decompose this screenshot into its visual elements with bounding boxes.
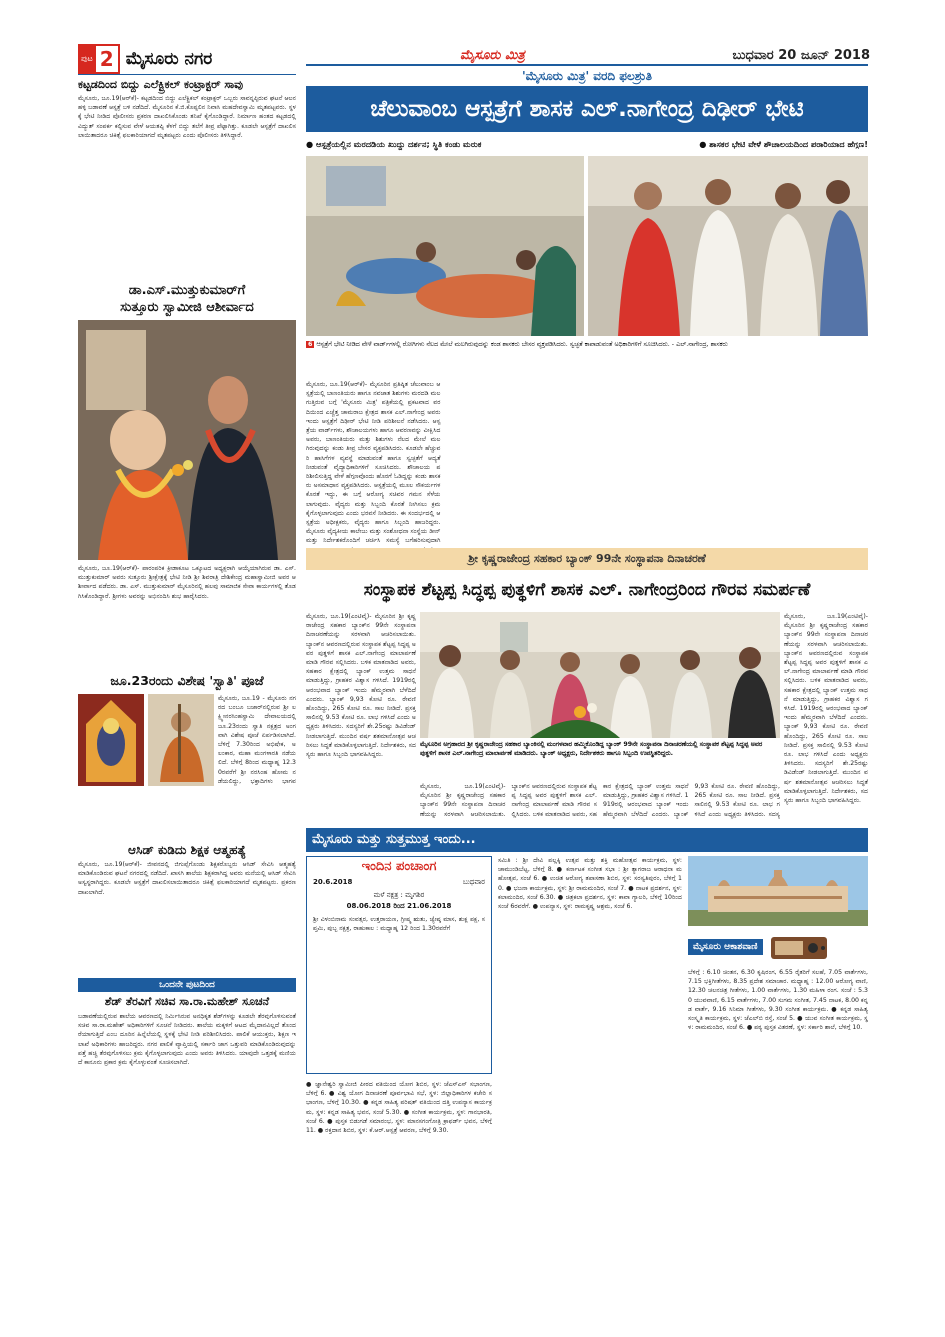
story-body: ಮೈಸೂರು, ಜೂ.19 - ಮೈಸೂರು ನಗರದ ಬಂಬೂ ಬಜಾರ್‌ನಲ್ಲಿರುವ ಶ್ರೀ ಲಕ್ಷ್ಮೀನರಸಿಂಹಸ್ವಾಮಿ ದೇವಾಲಯದಲ್ಲಿ ಜೂ.23ರಂದು ಸ್ವಾತಿ ನಕ್ಷತ್ರದ ಅಂಗವಾಗಿ ವಿಶೇಷ ಪೂಜೆ ಏರ್ಪಡಿಸಲಾಗಿದೆ. ಬೆಳಿಗ್ಗೆ 7.30ರಿಂದ ಅಭಿಷೇಕ, ಅಲಂಕಾರ, ಮಹಾ ಮಂಗಳಾರತಿ ನಡೆಯಲಿದೆ. ಬೆಳಿಗ್ಗೆ 8ರಿಂದ ಮಧ್ಯಾಹ್ನ 12.30ರವರೆಗೆ ಶ್ರೀ ನರಸಿಂಹ ಹೋಮ ನಡೆಯಲಿದ್ದು, ಭಕ್ತಾದಿಗಳು ಭಾಗವ — [218, 695, 296, 785]
panchanga-line-2: 08.06.2018 ರಿಂದ 21.06.2018 — [346, 902, 452, 910]
left-story-muttukumar — [78, 282, 296, 664]
story-body: ಬಡಾವಣೆಯಲ್ಲಿರುವ ಶಾಲೆಯ ಆವರಣದಲ್ಲಿ ನಿರ್ಮಿಸಿರುವ ಅನಧಿಕೃತ ಶೆಡ್‌ಗಳನ್ನು ಕೂಡಲೇ ತೆರವುಗೊಳಿಸುವಂತೆ ಸಚಿವ ಸಾ.ರಾ.ಮಹೇಶ್ ಅಧಿಕಾರಿಗಳಿಗೆ ಸೂಚನೆ ನೀಡಿದರು. ಶಾಲೆಯ ಮಕ್ಕಳಿಗೆ ಆಟದ ಮೈದಾನವಿಲ್ಲದೆ ತೊಂದರೆಯಾಗುತ್ತಿದೆ ಎಂಬ ದೂರಿನ ಹಿನ್ನೆಲೆಯಲ್ಲಿ ಸ್ಥಳಕ್ಕೆ ಭೇಟಿ ನೀಡಿ ಪರಿಶೀಲಿಸಿದರು. ಪಾಲಿಕೆ ಆಯುಕ್ತರು, ಶಿಕ್ಷಣ ಇಲಾಖೆ ಅಧಿಕಾರಿಗಳು ಹಾಜರಿದ್ದರು. ನಗರ ಪಾಲಿಕೆ ವ್ಯಾಪ್ತಿಯಲ್ಲಿ ಸರ್ಕಾರಿ ಜಾಗ ಒತ್ತುವರಿ ಮಾಡಿಕೊಂಡಿರುವುದನ್ನು ಪತ್ತೆ ಹಚ್ಚಿ ತೆರವುಗೊಳಿಸಲು ಕ್ರಮ ಕೈಗೊಳ್ಳಲಾಗುವುದು ಎಂದು ಅವರು ತಿಳಿಸಿದರು. ಯಾವುದೇ ಒತ್ತಡಕ್ಕೆ ಮಣಿಯದೆ ಕಾನೂನು ಪ್ರಕಾರ ಕ್ರಮ ಕೈಗೊಳ್ಳುವಂತೆ ಸೂಚಿಸಲಾಗಿದೆ. — [78, 1013, 296, 1067]
radio-title: ಮೈಸೂರು ಆಕಾಶವಾಣಿ — [688, 939, 763, 955]
masthead-rule-left — [78, 74, 296, 75]
bank-photo-caption: ಮೈಸೂರಿನ ಅಗ್ರಹಾರದ ಶ್ರೀ ಕೃಷ್ಣರಾಜೇಂದ್ರ ಸಹಕಾರ ಬ್ಯಾಂಕಿನಲ್ಲಿ ಮಂಗಳವಾರ ಹಮ್ಮಿಕೊಂಡಿದ್ದ ಬ್ಯಾಂಕ್ 99ನೇ ಸಂಸ್ಥಾಪನಾ ದಿನಾಚರಣೆಯಲ್ಲಿ ಸಂಸ್ಥಾಪಕ ಶೆಟ್ಟಪ್ಪ ಸಿದ್ಧಪ್ಪ ಅವರ ಪುತ್ಥಳಿಗೆ ಶಾಸಕ ಎಲ್.ನಾಗೇಂದ್ರ ಮಾಲಾರ್ಪಣೆ ಮಾಡಿದರು. ಬ್ಯಾಂಕ್ ಅಧ್ಯಕ್ಷರು, ನಿರ್ದೇಶಕರು ಹಾಗೂ ಸಿಬ್ಬಂದಿ ಉಪಸ್ಥಿತರಿದ್ದರು. — [420, 741, 763, 758]
story-body: ಮೈಸೂರು, ಜೂ.19(ಎಂಟಿವೈ)- ಮೈಸೂರಿನ ಶ್ರೀ ಕೃಷ್ಣರಾಜೇಂದ್ರ ಸಹಕಾರ ಬ್ಯಾಂಕ್‌ನ 99ನೇ ಸಂಸ್ಥಾಪನಾ ದಿನಾಚರಣೆಯನ್ನು ಸರಳವಾಗಿ ಆಚರಿಸಲಾಯಿತು. ಬ್ಯಾಂಕ್‌ನ ಆವರಣದಲ್ಲಿರುವ ಸಂಸ್ಥಾಪಕ ಶೆಟ್ಟಪ್ಪ ಸಿದ್ಧಪ್ಪ ಅವರ ಪುತ್ಥಳಿಗೆ ಶಾಸಕ ಎಲ್.ನಾಗೇಂದ್ರ ಮಾಲಾರ್ಪಣೆ ಮಾಡಿ ಗೌರವ ಸಲ್ಲಿಸಿದರು. ಬಳಿಕ ಮಾತನಾಡಿದ ಅವರು, ಸಹಕಾರ ಕ್ಷೇತ್ರದಲ್ಲಿ ಬ್ಯಾಂಕ್ ಉತ್ತಮ ಸಾಧನೆ ಮಾಡುತ್ತಿದ್ದು, ಗ್ರಾಹಕರ ವಿಶ್ವಾಸ ಗಳಿಸಿದೆ. 1919ರಲ್ಲಿ ಆರಂಭವಾದ ಬ್ಯಾಂಕ್ ಇಂದು ಹೆಮ್ಮರವಾಗಿ ಬೆಳೆದಿದೆ ಎಂದರು. ಬ್ಯಾಂಕ್ 9,93 ಕೋಟಿ ರೂ. ಠೇವಣಿ ಹೊಂದಿದ್ದು, 265 ಕೋಟಿ ರೂ. ಸಾಲ ನೀಡಿದೆ. ಪ್ರಸಕ್ತ ಸಾಲಿನಲ್ಲಿ 9.53 ಕೋಟಿ ರೂ. ಲಾಭ ಗಳಿಸಿದೆ ಎಂದು ಅಧ್ಯಕ್ಷರು ತಿಳಿಸಿದರು. ಸದಸ್ಯರಿಗೆ ಶೇ.25ರಷ್ಟು ಡಿವಿಡೆಂಡ್ ನೀಡಲಾಗುತ್ತಿದೆ. ಮುಂದಿನ ವರ್ಷ ಶತಮಾನೋತ್ಸವ ಆಚರಿಸಲು ಸಿದ್ಧತೆ ಮಾಡಿಕೊಳ್ಳಲಾಗುತ್ತಿದೆ. ನಿರ್ದೇಶಕರು, ಸದಸ್ಯರು ಹಾಗೂ ಸಿಬ್ಬಂದಿ ಭಾಗವಹಿಸಿದ್ದರು. — [306, 613, 416, 759]
left-story-acid — [78, 842, 296, 976]
masthead-left — [78, 44, 298, 74]
panchanga-box — [306, 856, 492, 1074]
left-story-shed — [78, 978, 296, 1294]
mla-visit-photo — [588, 156, 868, 336]
radio-header — [688, 930, 868, 964]
headline: ಶೆಡ್ ತೆರವಿಗೆ ಸಚಿವ ಸಾ.ರಾ.ಮಹೇಶ್ ಸೂಚನೆ — [104, 995, 270, 1008]
lead-story-body — [306, 380, 868, 544]
radio-schedule: ಬೆಳಿಗ್ಗೆ : 6.10 ಚಿಂತನ, 6.30 ಕೃಷಿರಂಗ, 6.55 ರೈತರಿಗೆ ಸಲಹೆ, 7.05 ವಾರ್ತೆಗಳು, 7.15 ಭಕ್ತಿಗೀತೆಗಳು, 8.35 ಪ್ರದೇಶ ಸಮಾಚಾರ. ಮಧ್ಯಾಹ್ನ : 12.00 ಆರೋಗ್ಯ ವಾಣಿ, 12.30 ಚಲನಚಿತ್ರ ಗೀತೆಗಳು, 1.00 ವಾರ್ತೆಗಳು, 1.30 ಮಹಿಳಾ ರಂಗ. ಸಂಜೆ : 5.30 ಯುವವಾಣಿ, 6.15 ವಾರ್ತೆಗಳು, 7.00 ಸುಗಮ ಸಂಗೀತ, 7.45 ನಾಟಕ, 8.00 ಕನ್ನಡ ವಾರ್ತೆ, 9.16 ಸಿನಿಮಾ ಗೀತೆಗಳು, 9.30 ಸಂಗೀತ ಕಾರ್ಯಕ್ರಮ. ● ಕನ್ನಡ ಸಾಹಿತ್ಯ ಸಂಸ್ಕೃತಿ ಕಾರ್ಯಕ್ರಮ, ಸ್ಥಳ: ಜೆಎಲ್‌ಬಿ ರಸ್ತೆ, ಸಂಜೆ 5. ● ಯುವ ಸಂಗೀತ ಕಾರ್ಯಕ್ರಮ, ಸ್ಥಳ: ರಾಮಮಂದಿರ, ಸಂಜೆ 6. ● ಪಠ್ಯ ಪುಸ್ತಕ ವಿತರಣೆ, ಸ್ಥಳ: ಸರ್ಕಾರಿ ಶಾಲೆ, ಬೆಳಿಗ್ಗೆ 10. — [688, 969, 868, 1032]
story-body: ಮೈಸೂರು, ಜೂ.19(ಆರ್‌ಕೆ)- ಕಟ್ಟಡದಿಂದ ಬಿದ್ದು ಎಲೆಕ್ಟ್ರಿಕಲ್ ಕಂಟ್ರಾಕ್ಟರ್ ಒಬ್ಬರು ಸಾವನ್ನಪ್ಪಿರುವ ಘಟನೆ ಆಲನಹಳ್ಳಿ ಬಡಾವಣೆ ಆಸ್ಪತ್ರೆ ಬಳಿ ನಡೆದಿದೆ. ಮೈಸೂರಿನ ಕೆ.ಜಿ.ಕೊಪ್ಪಲಿನ ನಿವಾಸಿ ಮಹದೇವಸ್ವಾಮಿ ಮೃತಪಟ್ಟವರು. ಸ್ಥಳಕ್ಕೆ ಭೇಟಿ ನೀಡಿದ ಪೊಲೀಸರು ಪ್ರಕರಣ ದಾಖಲಿಸಿಕೊಂಡು ತನಿಖೆ ಕೈಗೊಂಡಿದ್ದಾರೆ. ನಿರ್ಮಾಣ ಹಂತದ ಕಟ್ಟಡದಲ್ಲಿ ವಿದ್ಯುತ್ ಸಂಪರ್ಕ ಕಲ್ಪಿಸುವ ವೇಳೆ ಆಯತಪ್ಪಿ ಕೆಳಗೆ ಬಿದ್ದು ತಲೆಗೆ ತೀವ್ರ ಪೆಟ್ಟಾಗಿತ್ತು. ಕೂಡಲೇ ಆಸ್ಪತ್ರೆಗೆ ದಾಖಲಿಸಲಾಯಿತಾದರೂ ಚಿಕಿತ್ಸೆ ಫಲಕಾರಿಯಾಗದೆ ಮೃತಪಟ್ಟರು ಎಂದು ಪೊಲೀಸರು ತಿಳಿಸಿದ್ದಾರೆ. — [78, 95, 296, 139]
saint-photo — [148, 694, 214, 786]
page-number: 2 — [96, 46, 118, 72]
subhead-1: ● ಆಸ್ಪತ್ರೆಯಲ್ಲಿನ ಮರದಡಿಯ ಖುದ್ದು ದರ್ಶನ; ಸ್ಥಿತಿ ಕಂಡು ಮರುಕ — [306, 139, 482, 149]
story-body: ಮೈಸೂರು, ಜೂ.19(ಆರ್‌ಕೆ)- ಮೈಸೂರಿನ ಪ್ರತಿಷ್ಠಿತ ಚೆಲುವಾಂಬ ಆಸ್ಪತ್ರೆಯಲ್ಲಿ ಬಾಣಂತಿಯರು ಹಾಗೂ ನವಜಾತ ಶಿಶುಗಳು ಮರದಡಿ ಮಲಗುತ್ತಿರುವ ಬಗ್ಗೆ 'ಮೈಸೂರು ಮಿತ್ರ' ಪತ್ರಿಕೆಯಲ್ಲಿ ಪ್ರಕಟವಾದ ವರದಿಯಿಂದ ಎಚ್ಚೆತ್ತ ಚಾಮರಾಜ ಕ್ಷೇತ್ರದ ಶಾಸಕ ಎಲ್.ನಾಗೇಂದ್ರ ಅವರು ಇಂದು ಆಸ್ಪತ್ರೆಗೆ ದಿಢೀರ್ ಭೇಟಿ ನೀಡಿ ಪರಿಶೀಲನೆ ನಡೆಸಿದರು. ಆಸ್ಪತ್ರೆಯ ವಾರ್ಡ್‌ಗಳು, ಶೌಚಾಲಯಗಳು ಹಾಗೂ ಆವರಣವನ್ನು ವೀಕ್ಷಿಸಿದ ಅವರು, ಬಾಣಂತಿಯರು ಮತ್ತು ಶಿಶುಗಳು ನೆಲದ ಮೇಲೆ ಮಲಗಿರುವುದನ್ನು ಕಂಡು ತೀವ್ರ ಬೇಸರ ವ್ಯಕ್ತಪಡಿಸಿದರು. ಕೂಡಲೇ ಹೆಚ್ಚುವರಿ ಹಾಸಿಗೆಗಳ ವ್ಯವಸ್ಥೆ ಮಾಡುವಂತೆ ಹಾಗೂ ಸ್ವಚ್ಛತೆಗೆ ಆದ್ಯತೆ ನೀಡುವಂತೆ ವೈದ್ಯಾಧಿಕಾರಿಗಳಿಗೆ ಸೂಚಿಸಿದರು. ಶೌಚಾಲಯ ಪರಿಶೀಲಿಸುತ್ತಿದ್ದ ವೇಳೆ ಹೆಗ್ಗಣವೊಂದು ಹೊರಗೆ ಓಡಿದ್ದನ್ನು ಕಂಡು ಶಾಸಕರು ಅಸಮಾಧಾನ ವ್ಯಕ್ತಪಡಿಸಿದರು. ಆಸ್ಪತ್ರೆಯಲ್ಲಿ ಮೂಲ ಸೌಕರ್ಯಗಳ ಕೊರತೆ ಇದ್ದು, ಈ ಬಗ್ಗೆ ಆರೋಗ್ಯ ಸಚಿವರ ಗಮನ ಸೆಳೆಯಲಾಗುವುದು. ವೈದ್ಯರು ಮತ್ತು ಸಿಬ್ಬಂದಿ ಕೊರತೆ ನೀಗಿಸಲು ಕ್ರಮ ಕೈಗೊಳ್ಳಲಾಗುವುದು ಎಂದು ಭರವಸೆ ನೀಡಿದರು. ಈ ಸಂದರ್ಭದಲ್ಲಿ ಆಸ್ಪತ್ರೆಯ ಅಧೀಕ್ಷಕರು, ವೈದ್ಯರು ಹಾಗೂ ಸಿಬ್ಬಂದಿ ಹಾಜರಿದ್ದರು. ಮೈಸೂರು ವೈದ್ಯಕೀಯ ಕಾಲೇಜು ಮತ್ತು ಸಂಶೋಧನಾ ಸಂಸ್ಥೆಯ ಡೀನ್ ಮತ್ತು ನಿರ್ದೇಶಕರೊಂದಿಗೆ ಚರ್ಚಿಸಿ ಸಮಸ್ಯೆ ಬಗೆಹರಿಸುವುದಾಗಿ — [306, 381, 441, 545]
subhead-2: ● ಶಾಸಕರ ಭೇಟಿ ವೇಳೆ ಶೌಚಾಲಯದಿಂದ ಪರಾರಿಯಾದ ಹೆಗ್ಗಣ! — [699, 139, 868, 149]
bank-right-body — [784, 612, 868, 822]
panchanga-body: ಶ್ರೀ ವಿಳಂಬಿನಾಮ ಸಂವತ್ಸರ, ಉತ್ತರಾಯಣ, ಗ್ರೀಷ್ಮ ಋತು, ಜ್ಯೇಷ್ಠ ಮಾಸ, ಶುಕ್ಲ ಪಕ್ಷ, ಸಪ್ತಮಿ, ಪುಬ್ಬ ನಕ್ಷತ್ರ, ರಾಹುಕಾಲ : ಮಧ್ಯಾಹ್ನ 12 ರಿಂದ 1.30ರವರೆಗೆ — [313, 916, 485, 933]
lead-kicker: 'ಮೈಸೂರು ಮಿತ್ರ' ವರದಿ ಫಲಶ್ರುತಿ — [521, 69, 653, 83]
lead-headline: ಚೆಲುವಾಂಬ ಆಸ್ಪತ್ರೆಗೆ ಶಾಸಕ ಎಲ್.ನಾಗೇಂದ್ರ ದಿಢೀರ್ ಭೇಟಿ — [306, 86, 868, 132]
deity-photo — [78, 694, 144, 786]
story-body: ಮೈಸೂರು, ಜೂ.19(ಆರ್‌ಕೆ)- ಪಾರಂಪರಿಕ ಕ್ರೀಡಾಕೂಟ ಒಕ್ಕೂಟದ ಅಧ್ಯಕ್ಷರಾಗಿ ಆಯ್ಕೆಯಾಗಿರುವ ಡಾ. ಎಸ್. ಮುತ್ತುಕುಮಾರ್ ಅವರು ಸುತ್ತೂರು ಶ್ರೀಕ್ಷೇತ್ರಕ್ಕೆ ಭೇಟಿ ನೀಡಿ ಶ್ರೀ ಶಿವರಾತ್ರಿ ದೇಶಿಕೇಂದ್ರ ಮಹಾಸ್ವಾಮೀಜಿ ಅವರ ಆಶೀರ್ವಾದ ಪಡೆದರು. ಡಾ. ಎಸ್. ಮುತ್ತುಕುಮಾರ್ ಮೈಸೂರಿನಲ್ಲಿ ಹಲವು ಸಾಮಾಜಿಕ ಸೇವಾ ಕಾರ್ಯಗಳಲ್ಲಿ ತೊಡಗಿಸಿಕೊಂಡಿದ್ದಾರೆ. ಶ್ರೀಗಳು ಅವರನ್ನು ಅಭಿನಂದಿಸಿ ಶುಭ ಹಾರೈಸಿದರು. — [78, 565, 296, 600]
swamiji-photo — [78, 320, 296, 560]
panchanga-title: ಇಂದಿನ ಪಂಚಾಂಗ — [361, 859, 437, 874]
events-column-1: ● ಜ್ಞಾನೇಶ್ವರಿ ಸ್ವಾಮೀಜಿ ಪೀಠದ ವತಿಯಿಂದ ಯೋಗ ಶಿಬಿರ, ಸ್ಥಳ: ಜೆಎಸ್‌ಎಸ್ ಸಭಾಂಗಣ, ಬೆಳಿಗ್ಗೆ 6. ● ವಿಶ್ವ ಯೋಗ ದಿನಾಚರಣೆ ಪೂರ್ವಭಾವಿ ಸಭೆ, ಸ್ಥಳ: ಜಿಲ್ಲಾಧಿಕಾರಿಗಳ ಕಚೇರಿ ಸಭಾಂಗಣ, ಬೆಳಿಗ್ಗೆ 10.30. ● ಕನ್ನಡ ಸಾಹಿತ್ಯ ಪರಿಷತ್ ವತಿಯಿಂದ ದತ್ತಿ ಉಪನ್ಯಾಸ ಕಾರ್ಯಕ್ರಮ, ಸ್ಥಳ: ಕನ್ನಡ ಸಾಹಿತ್ಯ ಭವನ, ಸಂಜೆ 5.30. ● ಸಂಗೀತ ಕಾರ್ಯಕ್ರಮ, ಸ್ಥಳ: ಗಾನಭಾರತಿ, ಸಂಜೆ 6. ● ಪುಸ್ತಕ ಬಿಡುಗಡೆ ಸಮಾರಂಭ, ಸ್ಥಳ: ಮಾನಸಗಂಗೋತ್ರಿ ಕ್ರಾಫರ್ಡ್ ಭವನ, ಬೆಳಿಗ್ಗೆ 11. ● ರಕ್ತದಾನ ಶಿಬಿರ, ಸ್ಥಳ: ಕೆ.ಆರ್.ಆಸ್ಪತ್ರೆ ಆವರಣ, ಬೆಳಿಗ್ಗೆ 9.30. — [306, 1081, 492, 1135]
hospital-ward-photo — [306, 156, 584, 336]
section-title: ಮೈಸೂರು ನಗರ — [125, 49, 213, 69]
issue-date: ಬುಧವಾರ 20 ಜೂನ್ 2018 — [732, 48, 870, 63]
paper-name: ಮೈಸೂರು ಮಿತ್ರ — [460, 48, 525, 63]
headline: ಜೂ.23ರಂದು ವಿಶೇಷ 'ಸ್ವಾತಿ' ಪೂಜೆ — [110, 673, 264, 688]
continued-band: ಒಂದನೇ ಪುಟದಿಂದ — [78, 978, 296, 992]
left-story-electrician — [78, 78, 296, 280]
caption-marker: 6 — [308, 341, 313, 348]
today-band — [306, 828, 868, 852]
left-story-swati-pooja — [78, 672, 296, 786]
lead-photo-caption — [306, 340, 868, 378]
swamiji-illustration — [78, 320, 296, 560]
panchanga-day: ಬುಧವಾರ — [462, 878, 485, 886]
radio-icon — [769, 933, 829, 961]
panchanga-line-1: ಮಳೆ ನಕ್ಷತ್ರ : ಮೃಗಶಿರ — [373, 891, 425, 899]
story-body: ಮೈಸೂರು, ಜೂ.19(ಆರ್‌ಕೆ)- ಜೀವನದಲ್ಲಿ ಜಿಗುಪ್ಸೆಗೊಂಡು ಶಿಕ್ಷಕರೊಬ್ಬರು ಆಸಿಡ್ ಸೇವಿಸಿ ಆತ್ಮಹತ್ಯೆ ಮಾಡಿಕೊಂಡಿರುವ ಘಟನೆ ನಗರದಲ್ಲಿ ನಡೆದಿದೆ. ಖಾಸಗಿ ಶಾಲೆಯ ಶಿಕ್ಷಕರಾಗಿದ್ದ ಅವರು ಮನೆಯಲ್ಲಿ ಆಸಿಡ್ ಸೇವಿಸಿ ಅಸ್ವಸ್ಥರಾಗಿದ್ದರು. ಕೂಡಲೇ ಆಸ್ಪತ್ರೆಗೆ ದಾಖಲಿಸಲಾಯಿತಾದರೂ ಚಿಕಿತ್ಸೆ ಫಲಕಾರಿಯಾಗದೆ ಮೃತಪಟ್ಟರು. ಪ್ರಕರಣ ದಾಖಲಾಗಿದೆ. — [78, 861, 296, 896]
panchanga-date: 20.6.2018 — [313, 878, 353, 886]
lead-subheads — [306, 136, 868, 152]
bank-mid-body: ಮೈಸೂರು, ಜೂ.19(ಎಂಟಿವೈ)- ಮೈಸೂರಿನ ಶ್ರೀ ಕೃಷ್ಣರಾಜೇಂದ್ರ ಸಹಕಾರ ಬ್ಯಾಂಕ್‌ನ 99ನೇ ಸಂಸ್ಥಾಪನಾ ದಿನಾಚರಣೆಯನ್ನು ಸರಳವಾಗಿ ಆಚರಿಸಲಾಯಿತು. ಬ್ಯಾಂಕ್‌ನ ಆವರಣದಲ್ಲಿರುವ ಸಂಸ್ಥಾಪಕ ಶೆಟ್ಟಪ್ಪ ಸಿದ್ಧಪ್ಪ ಅವರ ಪುತ್ಥಳಿಗೆ ಶಾಸಕ ಎಲ್.ನಾಗೇಂದ್ರ ಮಾಲಾರ್ಪಣೆ ಮಾಡಿ ಗೌರವ ಸಲ್ಲಿಸಿದರು. ಬಳಿಕ ಮಾತನಾಡಿದ ಅವರು, ಸಹಕಾರ ಕ್ಷೇತ್ರದಲ್ಲಿ ಬ್ಯಾಂಕ್ ಉತ್ತಮ ಸಾಧನೆ ಮಾಡುತ್ತಿದ್ದು, ಗ್ರಾಹಕರ ವಿಶ್ವಾಸ ಗಳಿಸಿದೆ. 1919ರಲ್ಲಿ ಆರಂಭವಾದ ಬ್ಯಾಂಕ್ ಇಂದು ಹೆಮ್ಮರವಾಗಿ ಬೆಳೆದಿದೆ ಎಂದರು. ಬ್ಯಾಂಕ್ 9,93 ಕೋಟಿ ರೂ. ಠೇವಣಿ ಹೊಂದಿದ್ದು, 265 ಕೋಟಿ ರೂ. ಸಾಲ ನೀಡಿದೆ. ಪ್ರಸಕ್ತ ಸಾಲಿನಲ್ಲಿ 9.53 ಕೋಟಿ ರೂ. ಲಾಭ ಗಳಿಸಿದೆ ಎಂದು ಅಧ್ಯಕ್ಷರು ತಿಳಿಸಿದರು. ಸದಸ್ಯ — [420, 783, 780, 818]
events-column-2: ಸಮಿತಿ : ಶ್ರೀ ದೇವಿ ಪಲ್ಲಕ್ಕಿ ಉತ್ಸವ ಮತ್ತು ಶಕ್ತಿ ಮಹೋತ್ಸವ ಕಾರ್ಯಕ್ರಮ, ಸ್ಥಳ: ಚಾಮುಂಡಿಬೆಟ್ಟ, ಬೆಳಿಗ್ಗೆ 8. ● ಕರ್ನಾಟಕ ಸಂಗೀತ ಸಭಾ : ಶ್ರೀ ತ್ಯಾಗರಾಜ ಆರಾಧನಾ ಮಹೋತ್ಸವ, ಸಂಜೆ 6. ● ಉಚಿತ ಆರೋಗ್ಯ ತಪಾಸಣಾ ಶಿಬಿರ, ಸ್ಥಳ: ಸರಸ್ವತಿಪುರಂ, ಬೆಳಿಗ್ಗೆ 10. ● ಭಜನಾ ಕಾರ್ಯಕ್ರಮ, ಸ್ಥಳ: ಶ್ರೀ ರಾಮಮಂದಿರ, ಸಂಜೆ 7. ● ನಾಟಕ ಪ್ರದರ್ಶನ, ಸ್ಥಳ: ಕಲಾಮಂದಿರ, ಸಂಜೆ 6.30. ● ಚಿತ್ರಕಲಾ ಪ್ರದರ್ಶನ, ಸ್ಥಳ: ಕಾವಾ ಗ್ಯಾಲರಿ, ಬೆಳಿಗ್ಗೆ 10ರಿಂದ ಸಂಜೆ 6ರವರೆಗೆ. ● ಉಪನ್ಯಾಸ, ಸ್ಥಳ: ರಾಮಕೃಷ್ಣ ಆಶ್ರಮ, ಸಂಜೆ 6. — [498, 857, 682, 911]
bank-headline: ಸಂಸ್ಥಾಪಕ ಶೆಟ್ಟಪ್ಪ ಸಿದ್ಧಪ್ಪ ಪುತ್ಥಳಿಗೆ ಶಾಸಕ ಎಲ್. ನಾಗೇಂದ್ರರಿಂದ ಗೌರವ ಸಮರ್ಪಣೆ — [363, 580, 811, 600]
masthead-rule-right — [306, 64, 868, 66]
bank-kicker: ಶ್ರೀ ಕೃಷ್ಣರಾಜೇಂದ್ರ ಸಹಕಾರ ಬ್ಯಾಂಕ್ 99ನೇ ಸಂಸ್ಥಾಪನಾ ದಿನಾಚರಣೆ — [306, 548, 868, 570]
page-label: ಪುಟ — [81, 54, 93, 63]
mysore-palace-photo — [688, 856, 868, 926]
bank-left-body — [306, 612, 416, 822]
story-body: ಮೈಸೂರು, ಜೂ.19(ಎಂಟಿವೈ)- ಮೈಸೂರಿನ ಶ್ರೀ ಕೃಷ್ಣರಾಜೇಂದ್ರ ಸಹಕಾರ ಬ್ಯಾಂಕ್‌ನ 99ನೇ ಸಂಸ್ಥಾಪನಾ ದಿನಾಚರಣೆಯನ್ನು ಸರಳವಾಗಿ ಆಚರಿಸಲಾಯಿತು. ಬ್ಯಾಂಕ್‌ನ ಆವರಣದಲ್ಲಿರುವ ಸಂಸ್ಥಾಪಕ ಶೆಟ್ಟಪ್ಪ ಸಿದ್ಧಪ್ಪ ಅವರ ಪುತ್ಥಳಿಗೆ ಶಾಸಕ ಎಲ್.ನಾಗೇಂದ್ರ ಮಾಲಾರ್ಪಣೆ ಮಾಡಿ ಗೌರವ ಸಲ್ಲಿಸಿದರು. ಬಳಿಕ ಮಾತನಾಡಿದ ಅವರು, ಸಹಕಾರ ಕ್ಷೇತ್ರದಲ್ಲಿ ಬ್ಯಾಂಕ್ ಉತ್ತಮ ಸಾಧನೆ ಮಾಡುತ್ತಿದ್ದು, ಗ್ರಾಹಕರ ವಿಶ್ವಾಸ ಗಳಿಸಿದೆ. 1919ರಲ್ಲಿ ಆರಂಭವಾದ ಬ್ಯಾಂಕ್ ಇಂದು ಹೆಮ್ಮರವಾಗಿ ಬೆಳೆದಿದೆ ಎಂದರು. ಬ್ಯಾಂಕ್ 9,93 ಕೋಟಿ ರೂ. ಠೇವಣಿ ಹೊಂದಿದ್ದು, 265 ಕೋಟಿ ರೂ. ಸಾಲ ನೀಡಿದೆ. ಪ್ರಸಕ್ತ ಸಾಲಿನಲ್ಲಿ 9.53 ಕೋಟಿ ರೂ. ಲಾಭ ಗಳಿಸಿದೆ ಎಂದು ಅಧ್ಯಕ್ಷರು ತಿಳಿಸಿದರು. ಸದಸ್ಯರಿಗೆ ಶೇ.25ರಷ್ಟು ಡಿವಿಡೆಂಡ್ ನೀಡಲಾಗುತ್ತಿದೆ. ಮುಂದಿನ ವರ್ಷ ಶತಮಾನೋತ್ಸವ ಆಚರಿಸಲು ಸಿದ್ಧತೆ ಮಾಡಿಕೊಳ್ಳಲಾಗುತ್ತಿದೆ. ನಿರ್ದೇಶಕರು, ಸದಸ್ಯರು ಹಾಗೂ ಸಿಬ್ಬಂದಿ ಭಾಗವಹಿಸಿದ್ದರು. — [784, 613, 868, 805]
headline: ಕಟ್ಟಡದಿಂದ ಬಿದ್ದು ಎಲೆಕ್ಟ್ರಿಕಲ್ ಕಂಟ್ರಾಕ್ಟರ್ ಸಾವು — [78, 78, 244, 91]
caption-text: ಆಸ್ಪತ್ರೆಗೆ ಭೇಟಿ ನೀಡಿದ ವೇಳೆ ವಾರ್ಡ್‌ಗಳಲ್ಲಿ ರೋಗಿಗಳು ನೆಲದ ಮೇಲೆ ಮಲಗಿರುವುದನ್ನು ಕಂಡ ಶಾಸಕರು ಬೇಸರ ವ್ಯಕ್ತಪಡಿಸಿದರು. ಸ್ವಚ್ಛತೆ ಕಾಪಾಡುವಂತೆ ಅಧಿಕಾರಿಗಳಿಗೆ ಸೂಚಿಸಿದರು. - ಎಲ್.ನಾಗೇಂದ್ರ, ಶಾಸಕರು — [316, 341, 728, 348]
today-band-title: ಮೈಸೂರು ಮತ್ತು ಸುತ್ತಮುತ್ತ ಇಂದು... — [312, 832, 476, 847]
headline-line-2: ಸುತ್ತೂರು ಸ್ವಾಮೀಜಿ ಆಶೀರ್ವಾದ — [120, 300, 254, 315]
headline: ಆಸಿಡ್ ಕುಡಿದು ಶಿಕ್ಷಕ ಆತ್ಮಹತ್ಯೆ — [128, 843, 246, 857]
bank-ceremony-photo — [420, 612, 780, 738]
headline-line-1: ಡಾ.ಎಸ್.ಮುತ್ತುಕುಮಾರ್‌ಗೆ — [128, 283, 246, 298]
